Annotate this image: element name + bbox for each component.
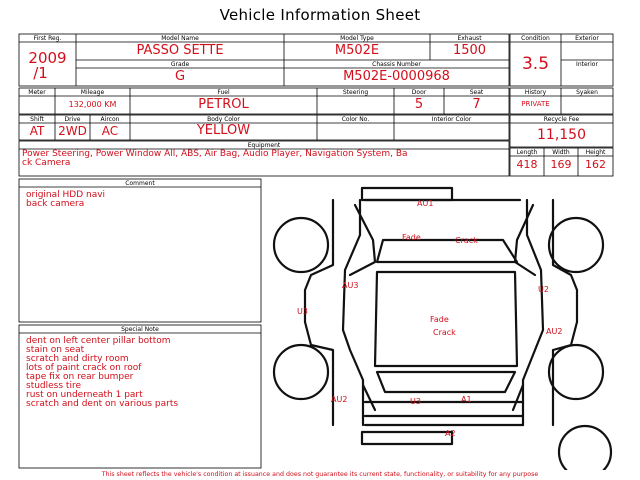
grade-label: Grade (170, 61, 190, 68)
width-value: 169 (550, 158, 572, 171)
height-value: 162 (585, 158, 606, 171)
history-label: History (524, 89, 547, 96)
mileage-value: 132,000 KM (68, 100, 117, 109)
rear-bumper (362, 432, 452, 444)
front-bumper (362, 188, 452, 200)
grade-value: G (174, 69, 186, 84)
fuel-label: Fuel (217, 89, 230, 96)
model-name-label: Model Name (161, 35, 199, 42)
label-au1: AU1 (417, 199, 434, 208)
label-a1: A1 (461, 395, 472, 404)
equipment-line-1: Power Steering, Power Window All, ABS, Air Bag, Audio Player, Navigation System, Ba (22, 149, 408, 159)
special-note-label: Special Note (121, 326, 159, 333)
width-label: Width (552, 149, 570, 156)
chassis-label: Chassis Number (372, 61, 421, 68)
interior-label: Interior (576, 61, 598, 68)
mileage-label: Mileage (80, 89, 105, 96)
wheel-front-left (274, 218, 328, 272)
interior-color-label: Interior Color (431, 116, 472, 123)
label-u3-left: U3 (297, 307, 308, 316)
special-note-line: stain on seat (26, 345, 85, 355)
windshield (377, 240, 517, 262)
model-name: PASSO SETTE (136, 43, 224, 58)
condition-label: Condition (521, 35, 550, 42)
label-fade-front: Fade (402, 233, 421, 242)
equipment-label: Equipment (247, 142, 281, 149)
length-value: 418 (516, 158, 538, 171)
footer-disclaimer: This sheet reflects the vehicle's condition at issuance and does not guarantee its current state, functionality, or suitability for any purpose (101, 471, 539, 478)
label-au2-right: AU2 (546, 327, 563, 336)
comment-line: original HDD navi (26, 190, 106, 200)
rear-window (377, 372, 515, 392)
special-note-line: tape fix on rear bumper (26, 372, 134, 382)
body-color-label: Body Color (207, 116, 240, 123)
exterior-label: Exterior (575, 35, 599, 42)
shift-value: AT (29, 124, 45, 138)
model-type: M502E (334, 43, 380, 58)
special-note-line: scratch and dirty room (26, 354, 129, 364)
label-au2-left: AU2 (331, 395, 348, 404)
steering-label: Steering (342, 89, 369, 96)
chassis-number: M502E-0000968 (343, 69, 450, 84)
comment-label: Comment (125, 180, 155, 187)
length-label: Length (516, 149, 538, 156)
wheel-rear-left (274, 345, 328, 399)
color-no-label: Color No. (341, 116, 370, 123)
syaken-label: Syaken (576, 89, 598, 96)
label-fade-roof: Fade (430, 315, 449, 324)
body-color-value: YELLOW (196, 123, 251, 138)
fuel-value: PETROL (198, 97, 249, 112)
seat-value: 7 (472, 97, 481, 112)
car-damage-diagram (265, 180, 620, 470)
label-crack-roof: Crack (433, 328, 456, 337)
history-value: PRIVATE (521, 100, 550, 108)
page-title: Vehicle Information Sheet (219, 6, 421, 24)
drive-label: Drive (64, 116, 81, 123)
door-label: Door (411, 89, 427, 96)
aircon-label: Aircon (100, 116, 120, 123)
label-u2: U2 (538, 285, 549, 294)
seat-label: Seat (469, 89, 484, 96)
wheel-front-right (549, 218, 603, 272)
label-crack-front: Crack (455, 236, 478, 245)
drive-value: 2WD (58, 124, 87, 138)
special-note-line: lots of paint crack on roof (26, 363, 142, 373)
height-label: Height (585, 149, 606, 156)
aircon-value: AC (101, 124, 119, 138)
equipment-line-2: ck Camera (22, 158, 71, 168)
condition-score: 3.5 (521, 54, 550, 74)
label-a2: A2 (445, 429, 456, 438)
recycle-fee-label: Recycle Fee (543, 116, 580, 123)
model-type-label: Model Type (340, 35, 374, 42)
exhaust-label: Exhaust (457, 35, 482, 42)
door-value: 5 (414, 97, 424, 112)
special-note-line: studless tire (26, 381, 81, 391)
first-reg-label: First Reg. (33, 35, 62, 42)
spare-wheel (559, 426, 611, 470)
special-note-line: scratch and dent on various parts (26, 399, 179, 409)
special-note-line: rust on underneath 1 part (26, 390, 143, 400)
exhaust-value: 1500 (452, 43, 487, 58)
special-note-line: dent on left center pillar bottom (26, 336, 171, 346)
label-au3: AU3 (342, 281, 359, 290)
label-u3-bottom: U3 (410, 397, 421, 406)
meter-label: Meter (28, 89, 46, 96)
wheel-rear-right (549, 345, 603, 399)
shift-label: Shift (30, 116, 44, 123)
recycle-fee-value: 11,150 (537, 127, 586, 143)
first-reg-year: 2009 (28, 49, 67, 67)
comment-line: back camera (26, 199, 85, 209)
first-reg-month: /1 (33, 64, 48, 82)
